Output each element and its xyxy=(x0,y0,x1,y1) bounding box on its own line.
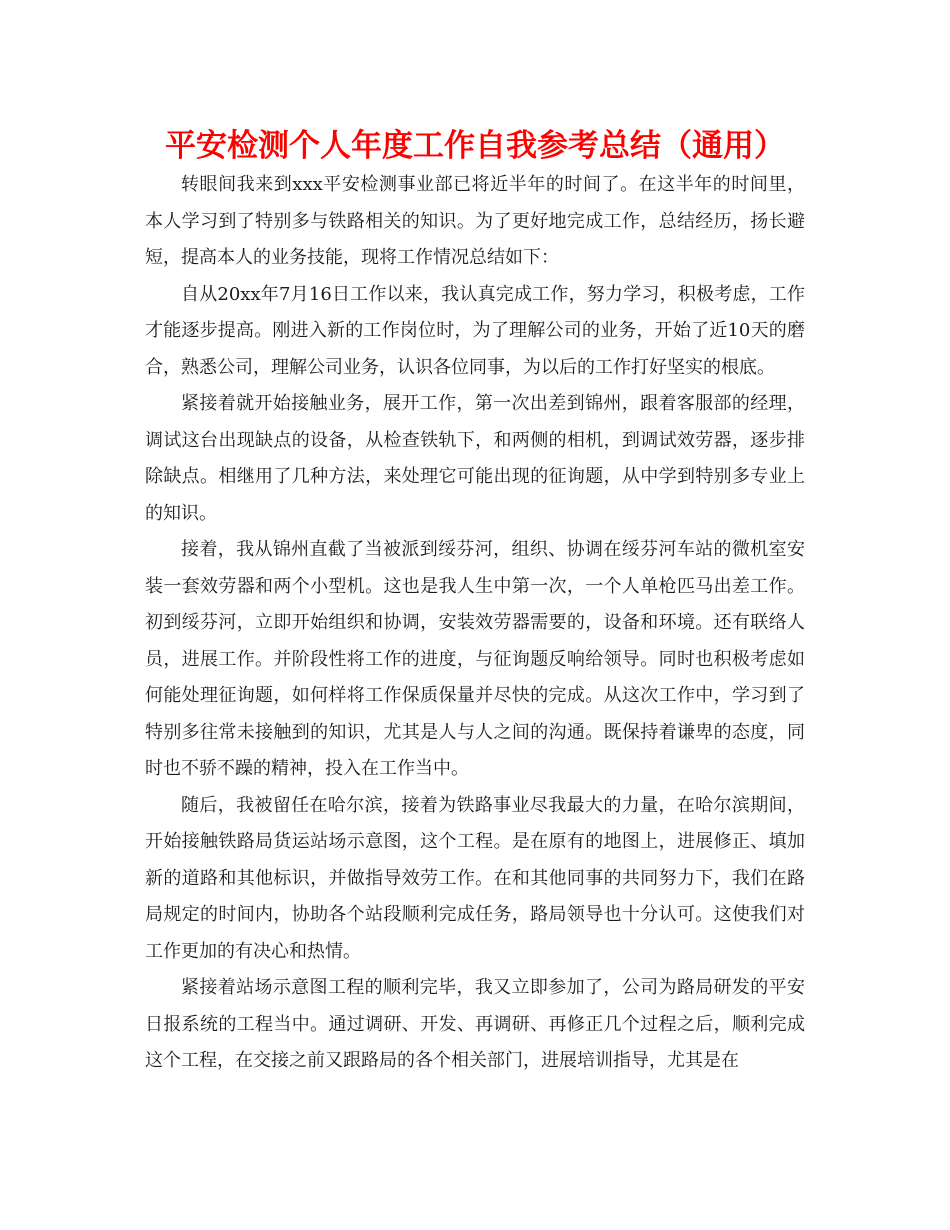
paragraph: 紧接着就开始接触业务，展开工作，第一次出差到锦州，跟着客服部的经理，调试这台出现缺点的设备，从检查铁轨下，和两侧的相机，到调试效劳器，逐步排除缺点。相继用了几种方法，来处理它可能出现的征询题，从中学到特别多专业上的知识。 xyxy=(145,393,805,524)
paragraph: 转眼间我来到xxx平安检测事业部已将近半年的时间了。在这半年的时间里，本人学习到了特别多与铁路相关的知识。为了更好地完成工作，总结经历，扬长避短，提高本人的业务技能，现将工作情况总结如下： xyxy=(145,174,805,268)
paragraph: 紧接着站场示意图工程的顺利完毕，我又立即参加了，公司为路局研发的平安日报系统的工程当中。通过调研、开发、再调研、再修正几个过程之后，顺利完成这个工程，在交接之前又跟路局的各个相关部门，进展培训指导，尤其是在 xyxy=(145,977,805,1071)
document-title: 平安检测个人年度工作自我参考总结（通用） xyxy=(165,128,785,164)
paragraph: 随后，我被留任在哈尔滨，接着为铁路事业尽我最大的力量，在哈尔滨期间，开始接触铁路局货运站场示意图，这个工程。是在原有的地图上，进展修正、填加新的道路和其他标识，并做指导效劳工作。在和其他同事的共同努力下，我们在路局规定的时间内，协助各个站段顺利完成任务，路局领导也十分认可。这使我们对工作更加的有决心和热情。 xyxy=(145,794,805,962)
paragraph: 自从20xx年7月16日工作以来，我认真完成工作，努力学习，积极考虑，工作才能逐步提高。刚进入新的工作岗位时，为了理解公司的业务，开始了近10天的磨合，熟悉公司，理解公司业务，认识各位同事，为以后的工作打好坚实的根底。 xyxy=(145,283,805,378)
document-body xyxy=(145,167,805,1080)
paragraph: 接着，我从锦州直截了当被派到绥芬河，组织、协调在绥芬河车站的微机室安装一套效劳器和两个小型机。这也是我人生中第一次，一个人单枪匹马出差工作。初到绥芬河，立即开始组织和协调，安装效劳器需要的，设备和环境。还有联络人员，进展工作。并阶段性将工作的进度，与征询题反响给领导。同时也积极考虑如何能处理征询题，如何样将工作保质保量并尽快的完成。从这次工作中，学习到了特别多往常未接触到的知识，尤其是人与人之间的沟通。既保持着谦卑的态度，同时也不骄不躁的精神，投入在工作当中。 xyxy=(145,539,805,779)
